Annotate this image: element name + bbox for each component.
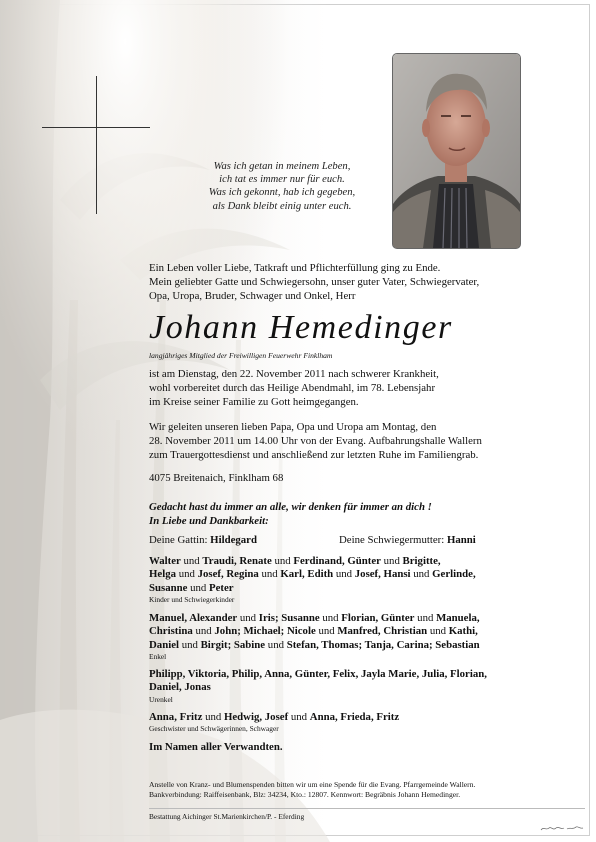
names: Manfred, Christian — [337, 625, 428, 638]
address: 4075 Breitenaich, Finklham 68 — [149, 472, 284, 484]
connector: und — [410, 568, 433, 581]
names: Walter — [149, 555, 181, 567]
connector: und — [265, 638, 287, 651]
footer-divider — [149, 808, 585, 809]
relation-caption: Geschwister und Schwägerinnen, Schwager — [149, 724, 279, 734]
grandchildren-block — [149, 612, 549, 662]
connector: und — [288, 711, 310, 723]
great-grandchildren-block — [149, 668, 549, 705]
names: Florian, Günter — [341, 612, 415, 624]
relation-caption: Urenkel — [149, 694, 173, 704]
relation-caption: Kinder und Schwiegerkinder — [149, 595, 235, 605]
wife-label: Deine Gattin: — [149, 534, 211, 546]
names: Hedwig, Josef — [223, 711, 289, 723]
closing — [149, 741, 549, 755]
funeral-notice — [149, 421, 549, 462]
names: Brigitte, — [402, 555, 441, 567]
connector: und — [414, 612, 437, 624]
death-notice-line: ist am Dienstag, den 22. November 2011 nach schwerer Krankheit, — [149, 368, 439, 380]
names: Philipp, Viktoria, Philip, Anna, Günter, Felix, Jayla Marie, Julia, Florian, — [149, 668, 487, 680]
undertaker: Bestattung Aichinger St.Marienkirchen/P. - Eferding — [149, 812, 305, 821]
donation-note — [149, 780, 475, 800]
connector: und — [380, 555, 403, 567]
intro-paragraph — [149, 262, 549, 303]
names: Helga — [149, 568, 176, 581]
names: Daniel, Jonas — [149, 681, 211, 694]
wife-name: Hildegard — [210, 534, 257, 546]
connector: und — [237, 612, 259, 624]
cross-vertical-bar — [96, 76, 97, 214]
donation-line: Anstelle von Kranz- und Blumenspenden bitten wir um eine Spende für die Evang. Pfarrgemeinde Wallern. — [149, 780, 476, 789]
funeral-line: zum Trauergottesdienst und anschließend zur letzten Ruhe im Familiengrab. — [149, 448, 479, 461]
names: John; Michael; Nicole — [214, 625, 316, 638]
names: Anna, Fritz — [149, 711, 203, 723]
names: Birgit; Sabine — [200, 638, 266, 651]
names: Ferdinand, Günter — [293, 555, 381, 567]
connector: und — [315, 625, 338, 638]
names: Kathi, — [448, 625, 478, 638]
poem-line: ich tat es immer nur für euch. — [219, 174, 345, 186]
connector: und — [179, 638, 201, 651]
connector: und — [180, 555, 203, 567]
deceased-name: Johann Hemedinger — [149, 309, 453, 346]
death-notice-line: wohl vorbereitet durch das Heilige Abendmahl, im 78. Lebensjahr — [149, 381, 436, 394]
relation-caption: Enkel — [149, 652, 167, 662]
connector: und — [333, 568, 355, 581]
funeral-line: Wir geleiten unseren lieben Papa, Opa und Uropa am Montag, den — [149, 421, 437, 433]
closing-text: Im Namen aller Verwandten. — [149, 741, 283, 753]
mother-in-law-label: Deine Schwiegermutter: — [339, 534, 447, 546]
death-notice — [149, 368, 549, 409]
names: Christina — [149, 625, 193, 638]
names: Anna, Frieda, Fritz — [309, 711, 400, 723]
names: Iris; Susanne — [258, 612, 320, 624]
poem-line: als Dank bleibt einig unter euch. — [212, 200, 352, 212]
intro-line: Ein Leben voller Liebe, Tatkraft und Pflichterfüllung ging zu Ende. — [149, 262, 441, 274]
names: Manuel, Alexander — [149, 612, 238, 624]
siblings-block — [149, 711, 549, 734]
connector: und — [176, 568, 198, 581]
memorial-poem — [172, 160, 392, 213]
names: Daniel — [149, 638, 179, 651]
names: Manuela, — [436, 612, 480, 624]
connector: und — [258, 568, 281, 581]
funeral-line: 28. November 2011 um 14.00 Uhr von der Evang. Aufbahrungshalle Wallern — [149, 434, 482, 447]
poem-line: Was ich gekonnt, hab ich gegeben, — [208, 187, 356, 199]
connector: und — [192, 625, 215, 638]
connector: und — [319, 612, 342, 624]
names: Josef, Regina — [197, 568, 259, 581]
connector: und — [271, 555, 294, 567]
names: Gerlinde, — [432, 568, 476, 581]
connector: und — [202, 711, 224, 723]
motto-line: Gedacht hast du immer an alle, wir denken für immer an dich ! — [149, 501, 432, 513]
names: Stefan, Thomas; Tanja, Carina; Sebastian — [286, 638, 480, 651]
signature-mark — [540, 823, 584, 833]
portrait-photo — [392, 53, 521, 249]
names: Josef, Hansi — [354, 568, 411, 581]
donation-line: Bankverbindung: Raiffeisenbank, Blz: 34234, Kto.: 12807. Kennwort: Begräbnis Johann Hemedinger. — [149, 790, 461, 800]
names: Karl, Edith — [280, 568, 334, 581]
connector: und — [187, 581, 210, 594]
names: Traudi, Renate — [202, 555, 272, 567]
poem-line: Was ich getan in meinem Leben, — [213, 161, 351, 172]
names: Peter — [209, 581, 234, 594]
motto-line: In Liebe und Dankbarkeit: — [149, 514, 269, 527]
intro-line: Mein geliebter Gatte und Schwiegersohn, unser guter Vater, Schwiegervater, — [149, 275, 480, 288]
motto — [149, 501, 549, 529]
children-block — [149, 555, 549, 605]
intro-line: Opa, Uropa, Bruder, Schwager und Onkel, Herr — [149, 289, 356, 302]
wife-and-mother-in-law — [149, 534, 549, 548]
deceased-subtitle: langjähriges Mitglied der Freiwilligen Feuerwehr Finklham — [149, 351, 333, 360]
cross-horizontal-bar — [42, 127, 150, 128]
connector: und — [427, 625, 449, 638]
death-notice-line: im Kreise seiner Familie zu Gott heimgegangen. — [149, 395, 359, 408]
names: Susanne — [149, 581, 188, 594]
mother-in-law-name: Hanni — [446, 534, 476, 546]
